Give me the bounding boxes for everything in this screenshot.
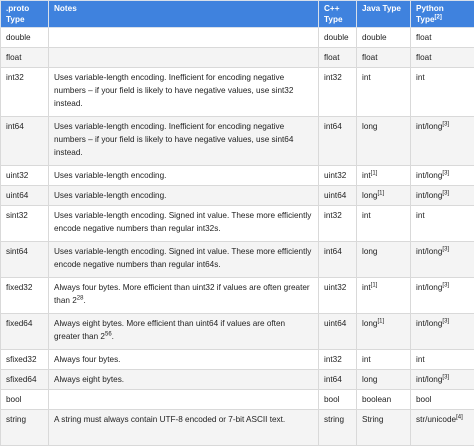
cpp-type-text: string bbox=[324, 415, 344, 424]
cell-cpp-type bbox=[319, 48, 357, 68]
notes-text: Uses variable-length encoding. Inefficient for encoding negative numbers – if your field is likely to have negative values, use sint32 instead. bbox=[54, 73, 293, 108]
cell-java-type bbox=[357, 166, 411, 186]
cell-java-type bbox=[357, 242, 411, 278]
notes-end: . bbox=[83, 296, 85, 305]
cell-proto-type bbox=[1, 117, 49, 166]
cpp-type-text: int64 bbox=[324, 375, 342, 384]
java-type-text: int bbox=[362, 171, 371, 180]
cell-java-type bbox=[357, 206, 411, 242]
notes-text: Uses variable-length encoding. Inefficient for encoding negative numbers – if your field is likely to have negative values, use sint64 instead. bbox=[54, 122, 293, 157]
java-type-text: float bbox=[362, 53, 377, 62]
proto-type-text: fixed32 bbox=[6, 283, 32, 292]
table-row bbox=[1, 117, 474, 166]
notes-end: . bbox=[112, 332, 114, 341]
python-type-text: int/long bbox=[416, 375, 442, 384]
header-java-type: Java Type bbox=[357, 1, 411, 28]
python-type-text: int bbox=[416, 73, 425, 82]
proto-type-text: int32 bbox=[6, 73, 24, 82]
header-cpp-type: C++ Type bbox=[319, 1, 357, 28]
table-row bbox=[1, 166, 474, 186]
header-row bbox=[1, 1, 474, 28]
cell-proto-type bbox=[1, 186, 49, 206]
java-type-text: long bbox=[362, 247, 377, 256]
cell-cpp-type bbox=[319, 278, 357, 314]
cell-notes bbox=[49, 117, 319, 166]
python-type-text: int bbox=[416, 211, 425, 220]
cell-python-type bbox=[411, 242, 474, 278]
table-row bbox=[1, 278, 474, 314]
cell-java-type bbox=[357, 314, 411, 350]
cpp-type-text: bool bbox=[324, 395, 339, 404]
java-type-text: String bbox=[362, 415, 383, 424]
cpp-type-text: int64 bbox=[324, 247, 342, 256]
cell-cpp-type bbox=[319, 166, 357, 186]
cpp-type-text: float bbox=[324, 53, 339, 62]
footnote-ref[interactable]: [3] bbox=[442, 374, 449, 380]
cell-java-type bbox=[357, 410, 411, 446]
footnote-ref[interactable]: [3] bbox=[442, 190, 449, 196]
proto-type-text: sfixed64 bbox=[6, 375, 37, 384]
cell-proto-type bbox=[1, 390, 49, 410]
cell-python-type bbox=[411, 350, 474, 370]
cell-python-type bbox=[411, 370, 474, 390]
cell-cpp-type bbox=[319, 242, 357, 278]
cpp-type-text: int32 bbox=[324, 355, 342, 364]
table-row bbox=[1, 410, 474, 446]
cell-notes bbox=[49, 390, 319, 410]
cell-cpp-type bbox=[319, 206, 357, 242]
java-type-text: int bbox=[362, 283, 371, 292]
footnote-ref[interactable]: [4] bbox=[456, 414, 463, 420]
cell-python-type bbox=[411, 48, 474, 68]
proto-type-text: sfixed32 bbox=[6, 355, 37, 364]
cell-python-type bbox=[411, 410, 474, 446]
notes-text: Always eight bytes. bbox=[54, 375, 124, 384]
java-type-text: long bbox=[362, 375, 377, 384]
notes-text: Uses variable-length encoding. Signed int value. These more efficiently encode negative numbers than regular int64s. bbox=[54, 247, 311, 269]
cell-java-type bbox=[357, 186, 411, 206]
cell-java-type bbox=[357, 350, 411, 370]
table-row bbox=[1, 186, 474, 206]
notes-text: A string must always contain UTF-8 encoded or 7-bit ASCII text. bbox=[54, 415, 285, 424]
table-row bbox=[1, 370, 474, 390]
footnote-ref[interactable]: [1] bbox=[371, 282, 378, 288]
cpp-type-text: uint32 bbox=[324, 171, 346, 180]
proto-type-text: uint32 bbox=[6, 171, 28, 180]
table-row bbox=[1, 314, 474, 350]
cell-proto-type bbox=[1, 370, 49, 390]
footnote-ref[interactable]: [1] bbox=[377, 318, 384, 324]
python-type-text: int/long bbox=[416, 191, 442, 200]
cell-notes bbox=[49, 166, 319, 186]
java-type-text: double bbox=[362, 33, 387, 42]
cell-notes bbox=[49, 206, 319, 242]
cell-notes bbox=[49, 242, 319, 278]
cell-python-type bbox=[411, 166, 474, 186]
table-row bbox=[1, 28, 474, 48]
notes-text: Always four bytes. More efficient than uint32 if values are often greater than 2 bbox=[54, 283, 310, 305]
cell-cpp-type bbox=[319, 314, 357, 350]
cell-python-type bbox=[411, 186, 474, 206]
cell-notes bbox=[49, 28, 319, 48]
java-type-text: long bbox=[362, 319, 377, 328]
cell-proto-type bbox=[1, 166, 49, 186]
table-row bbox=[1, 68, 474, 117]
cell-python-type bbox=[411, 28, 474, 48]
cell-proto-type bbox=[1, 242, 49, 278]
cell-proto-type bbox=[1, 206, 49, 242]
python-type-text: str/unicode bbox=[416, 415, 456, 424]
python-type-text: int/long bbox=[416, 122, 442, 131]
cpp-type-text: uint32 bbox=[324, 283, 346, 292]
java-type-text: int bbox=[362, 355, 371, 364]
proto-type-text: string bbox=[6, 415, 26, 424]
cell-cpp-type bbox=[319, 186, 357, 206]
cell-python-type bbox=[411, 278, 474, 314]
proto-type-text: bool bbox=[6, 395, 21, 404]
java-type-text: int bbox=[362, 211, 371, 220]
cell-cpp-type bbox=[319, 390, 357, 410]
exponent[interactable]: 28 bbox=[77, 295, 84, 301]
footnote-ref[interactable]: [3] bbox=[442, 121, 449, 127]
python-type-text: float bbox=[416, 53, 431, 62]
footnote-ref[interactable]: [1] bbox=[377, 190, 384, 196]
header-notes: Notes bbox=[49, 1, 319, 28]
proto-type-text: int64 bbox=[6, 122, 24, 131]
notes-text: Uses variable-length encoding. bbox=[54, 171, 166, 180]
python-type-text: int bbox=[416, 355, 425, 364]
footnote-ref[interactable]: [3] bbox=[442, 282, 449, 288]
cell-proto-type bbox=[1, 28, 49, 48]
proto-type-text: double bbox=[6, 33, 31, 42]
notes-text: Uses variable-length encoding. Signed int value. These more efficiently encode negative numbers than regular int32s. bbox=[54, 211, 311, 233]
cell-python-type bbox=[411, 68, 474, 117]
footnote-ref[interactable]: [3] bbox=[442, 318, 449, 324]
header-python-type bbox=[411, 1, 474, 28]
cell-java-type bbox=[357, 48, 411, 68]
cell-proto-type bbox=[1, 314, 49, 350]
cell-java-type bbox=[357, 117, 411, 166]
footnote-ref[interactable]: [1] bbox=[371, 170, 378, 176]
header-proto-type: .proto Type bbox=[1, 1, 49, 28]
cell-python-type bbox=[411, 206, 474, 242]
cell-notes bbox=[49, 314, 319, 350]
python-type-text: int/long bbox=[416, 171, 442, 180]
exponent[interactable]: 56 bbox=[105, 331, 112, 337]
python-type-text: int/long bbox=[416, 247, 442, 256]
footnote-ref[interactable]: [3] bbox=[442, 246, 449, 252]
python-type-text: int/long bbox=[416, 319, 442, 328]
cpp-type-text: int32 bbox=[324, 211, 342, 220]
cell-proto-type bbox=[1, 278, 49, 314]
table-row bbox=[1, 350, 474, 370]
cell-proto-type bbox=[1, 48, 49, 68]
cpp-type-text: uint64 bbox=[324, 191, 346, 200]
cell-proto-type bbox=[1, 410, 49, 446]
cell-notes bbox=[49, 278, 319, 314]
cell-java-type bbox=[357, 390, 411, 410]
cell-java-type bbox=[357, 278, 411, 314]
java-type-text: long bbox=[362, 191, 377, 200]
table-row bbox=[1, 390, 474, 410]
cell-proto-type bbox=[1, 68, 49, 117]
cell-java-type bbox=[357, 370, 411, 390]
python-type-text: bool bbox=[416, 395, 431, 404]
proto-type-text: float bbox=[6, 53, 21, 62]
header-python-label: Python Type bbox=[416, 4, 444, 24]
cell-notes bbox=[49, 410, 319, 446]
cell-cpp-type bbox=[319, 410, 357, 446]
cell-cpp-type bbox=[319, 28, 357, 48]
notes-text: Uses variable-length encoding. bbox=[54, 191, 166, 200]
table-row bbox=[1, 48, 474, 68]
python-type-text: int/long bbox=[416, 283, 442, 292]
proto-type-text: sint32 bbox=[6, 211, 28, 220]
footnote-ref[interactable]: [3] bbox=[442, 170, 449, 176]
cell-python-type bbox=[411, 390, 474, 410]
cell-notes bbox=[49, 68, 319, 117]
cell-notes bbox=[49, 370, 319, 390]
java-type-text: boolean bbox=[362, 395, 391, 404]
table-row bbox=[1, 242, 474, 278]
cell-cpp-type bbox=[319, 68, 357, 117]
cell-java-type bbox=[357, 28, 411, 48]
java-type-text: int bbox=[362, 73, 371, 82]
table-row bbox=[1, 206, 474, 242]
cell-notes bbox=[49, 186, 319, 206]
cell-cpp-type bbox=[319, 117, 357, 166]
cell-proto-type bbox=[1, 350, 49, 370]
cell-cpp-type bbox=[319, 350, 357, 370]
cpp-type-text: int64 bbox=[324, 122, 342, 131]
cpp-type-text: int32 bbox=[324, 73, 342, 82]
java-type-text: long bbox=[362, 122, 377, 131]
cell-java-type bbox=[357, 68, 411, 117]
python-type-text: float bbox=[416, 33, 431, 42]
proto-type-text: uint64 bbox=[6, 191, 28, 200]
footnote-ref[interactable]: [2] bbox=[435, 14, 442, 20]
cell-python-type bbox=[411, 117, 474, 166]
cell-cpp-type bbox=[319, 370, 357, 390]
cell-notes bbox=[49, 48, 319, 68]
cpp-type-text: double bbox=[324, 33, 349, 42]
notes-text: Always four bytes. bbox=[54, 355, 120, 364]
proto-type-text: sint64 bbox=[6, 247, 28, 256]
cell-python-type bbox=[411, 314, 474, 350]
cpp-type-text: uint64 bbox=[324, 319, 346, 328]
cell-notes bbox=[49, 350, 319, 370]
proto-type-text: fixed64 bbox=[6, 319, 32, 328]
notes-text: Always eight bytes. More efficient than uint64 if values are often greater than 2 bbox=[54, 319, 285, 341]
